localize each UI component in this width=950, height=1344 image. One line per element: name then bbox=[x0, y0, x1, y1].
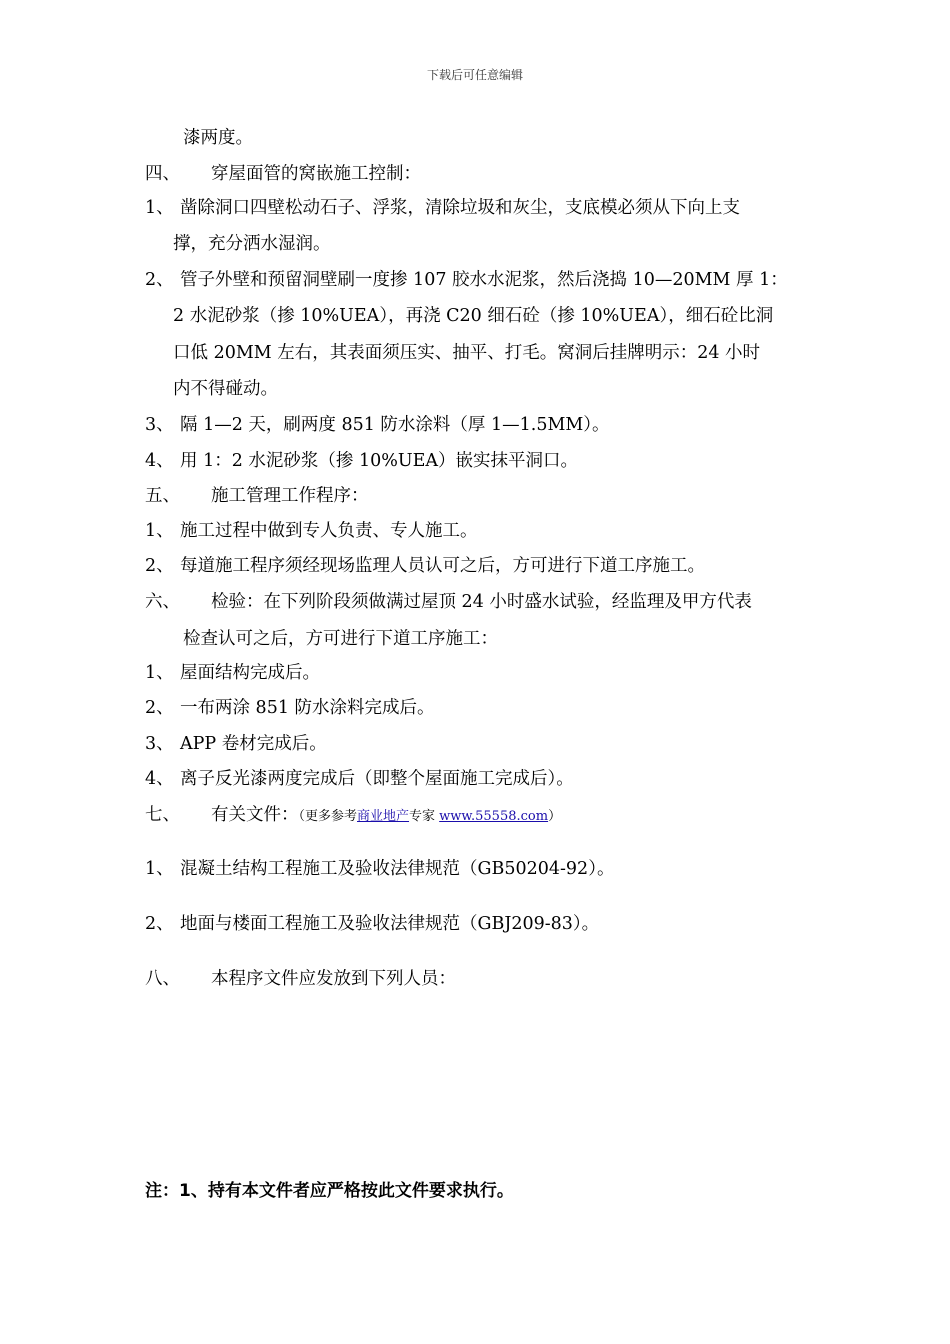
item-number: 1、 bbox=[145, 198, 174, 218]
item-text: 隔 1—2 天，刷两度 851 防水涂料（厚 1—1.5MM）。 bbox=[180, 415, 610, 435]
commercial-real-estate-link[interactable]: 商业地产 bbox=[357, 809, 410, 824]
section-number: 四、 bbox=[145, 164, 180, 184]
list-item-2-cont: 2 水泥砂浆（掺 10%UEA），再浇 C20 细石砼（掺 10%UEA），细石砼比洞 bbox=[173, 306, 774, 326]
page-header: 下载后可任意编辑 bbox=[426, 68, 523, 82]
item-text: 地面与楼面工程施工及验收法律规范（GBJ209-83）。 bbox=[180, 914, 600, 934]
section-8-heading bbox=[145, 967, 456, 991]
item-number: 3、 bbox=[145, 415, 174, 435]
section-title: 施工管理工作程序： bbox=[211, 486, 369, 506]
line-paint-twice: 漆两度。 bbox=[183, 128, 253, 148]
list-item-1 bbox=[145, 519, 478, 543]
list-item-1 bbox=[145, 661, 320, 685]
item-number: 2、 bbox=[145, 556, 174, 576]
item-number: 1、 bbox=[145, 663, 174, 683]
item-text: APP 卷材完成后。 bbox=[180, 734, 327, 754]
section-number: 五、 bbox=[145, 486, 180, 506]
note-prefix: （更多参考 bbox=[298, 809, 358, 824]
list-item-2 bbox=[145, 268, 788, 292]
item-number: 1、 bbox=[145, 859, 174, 879]
item-text: 每道施工程序须经现场监理人员认可之后，方可进行下道工序施工。 bbox=[180, 556, 705, 576]
section-title: 穿屋面管的窝嵌施工控制： bbox=[211, 164, 421, 184]
list-item-1 bbox=[145, 196, 740, 220]
item-text: 凿除洞口四壁松动石子、浮浆，清除垃圾和灰尘，支底模必须从下向上支 bbox=[180, 198, 740, 218]
item-text: 混凝土结构工程施工及验收法律规范（GB50204-92）。 bbox=[180, 859, 615, 879]
item-text: 施工过程中做到专人负责、专人施工。 bbox=[180, 521, 478, 541]
section-title: 本程序文件应发放到下列人员： bbox=[211, 969, 456, 989]
section-number: 八、 bbox=[145, 969, 180, 989]
list-item-2-cont: 口低 20MM 左右，其表面须压实、抽平、打毛。窝洞后挂牌明示：24 小时 bbox=[173, 343, 761, 363]
item-number: 2、 bbox=[145, 698, 174, 718]
item-text: 一布两涂 851 防水涂料完成后。 bbox=[180, 698, 435, 718]
list-item-1 bbox=[145, 857, 614, 881]
item-number: 2、 bbox=[145, 914, 174, 934]
section-number: 七、 bbox=[145, 805, 180, 825]
list-item-2 bbox=[145, 912, 599, 936]
note-middle: 专家 bbox=[409, 809, 440, 824]
section-7-heading bbox=[145, 803, 561, 829]
note-suffix: ） bbox=[548, 809, 562, 824]
list-item-4 bbox=[145, 449, 578, 473]
section-5-heading bbox=[145, 484, 369, 508]
item-number: 4、 bbox=[145, 451, 174, 471]
list-item-1-cont: 撑，充分洒水湿润。 bbox=[173, 234, 331, 254]
list-item-2-cont: 内不得碰动。 bbox=[173, 379, 278, 399]
footer-note: 注：1、持有本文件者应严格按此文件要求执行。 bbox=[145, 1181, 514, 1201]
reference-note bbox=[299, 809, 562, 824]
item-text: 离子反光漆两度完成后（即整个屋面施工完成后）。 bbox=[180, 769, 574, 789]
item-number: 2、 bbox=[145, 270, 174, 290]
list-item-3 bbox=[145, 413, 610, 437]
item-number: 3、 bbox=[145, 734, 174, 754]
item-number: 1、 bbox=[145, 521, 174, 541]
section-6-cont: 检查认可之后，方可进行下道工序施工： bbox=[183, 629, 498, 649]
item-number: 4、 bbox=[145, 769, 174, 789]
item-text: 屋面结构完成后。 bbox=[180, 663, 320, 683]
section-6-heading bbox=[145, 590, 752, 614]
list-item-3 bbox=[145, 732, 327, 756]
website-link[interactable]: www.55558.com bbox=[439, 809, 549, 824]
item-text: 管子外壁和预留洞壁刷一度掺 107 胶水水泥浆，然后浇捣 10—20MM 厚 1： bbox=[180, 270, 788, 290]
list-item-2 bbox=[145, 696, 435, 720]
section-title: 有关文件： bbox=[211, 805, 299, 825]
section-title: 检验：在下列阶段须做满过屋顶 24 小时盛水试验，经监理及甲方代表 bbox=[211, 592, 752, 612]
list-item-4 bbox=[145, 767, 574, 791]
section-4-heading bbox=[145, 162, 421, 186]
item-text: 用 1：2 水泥砂浆（掺 10%UEA）嵌实抹平洞口。 bbox=[180, 451, 579, 471]
list-item-2 bbox=[145, 554, 705, 578]
section-number: 六、 bbox=[145, 592, 180, 612]
